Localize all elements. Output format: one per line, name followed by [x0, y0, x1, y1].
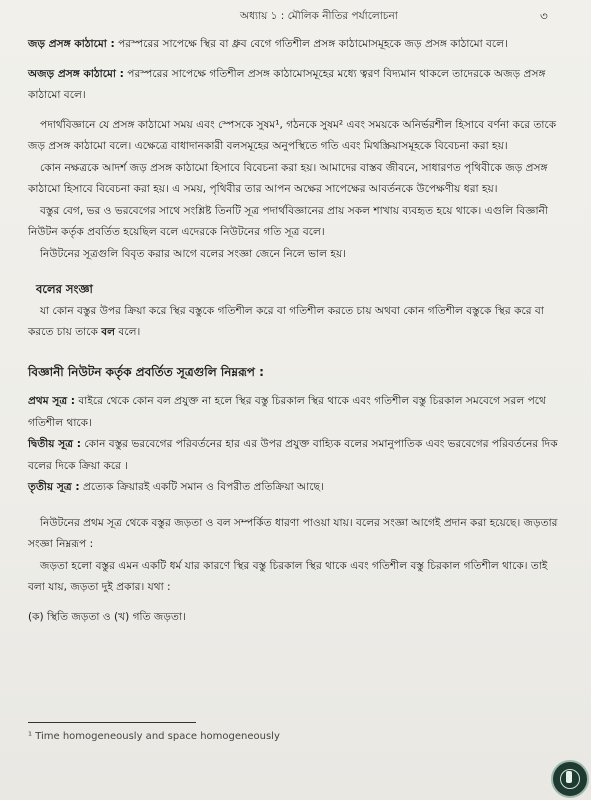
law-second	[28, 434, 558, 477]
term-inertial-frame: জড় প্রসঙ্গ কাঠামো :	[28, 38, 115, 50]
heading-newton-laws: বিজ্ঞানী নিউটন কর্তৃক প্রবর্তিত সূত্রগুলি নিম্নরূপ :	[28, 364, 264, 379]
law-second-label: দ্বিতীয় সূত্র :	[28, 438, 81, 450]
paragraph-inertia-definition: জড়তা হলো বস্তুর এমন একটি ধর্ম যার কারণে স্থির বস্তু চিরকাল স্থির থাকে এবং গতিশীল বস্তু চিরকাল গতিশীল থাকে। তাই বলা যায়, জড়তা দুই প্রকার। যথা :	[28, 559, 548, 593]
running-head: অধ্যায় ১ : মৌলিক নীতির পর্যালোচনা	[240, 10, 398, 22]
term-noninertial-frame: অজড় প্রসঙ্গ কাঠামো :	[28, 67, 124, 80]
law-first-text: বাইরে থেকে কোন বল প্রযুক্ত না হলে স্থির বস্তু চিরকাল স্থির থাকে এবং গতিশীল বস্তু চিরকাল সমবেগে সরল পথে গতিশীল থাকে।	[28, 395, 546, 429]
inertia-types: (ক) স্থিতি জড়তা ও (খ) গতি জড়তা।	[28, 610, 186, 623]
paragraph-inertia-intro: নিউটনের প্রথম সূত্র থেকে বস্তুর জড়তা ও বল সম্পর্কিত ধারণা পাওয়া যায়। বলের সংজ্ঞা আগেই প্রদান করা হয়েছে। জড়তার সংজ্ঞা নিম্নরূপ :	[28, 516, 558, 550]
paragraph-inertial-frame	[28, 34, 558, 56]
law-first-label: প্রথম সূত্র :	[28, 395, 76, 407]
law-third-label: তৃতীয় সূত্র :	[28, 481, 80, 493]
law-first	[28, 391, 558, 434]
page-number: ৩	[540, 9, 548, 23]
paragraph-noninertial-frame	[28, 64, 558, 107]
paragraph-force-definition: যা কোন বস্তুর উপর ক্রিয়া করে স্থির বস্তুকে গতিশীল করে বা গতিশীল করতে চায় অথবা কোন গতিশীল বস্তুকে স্থির করে বা করতে চায় তাকে বল বলে।	[28, 304, 544, 338]
definition-inertial-frame: পরস্পরের সাপেক্ষে স্থির বা ধ্রুব বেগে গতিশীল প্রসঙ্গ কাঠামোসমূহকে জড় প্রসঙ্গ কাঠামো বলে।	[114, 38, 508, 50]
page-header	[0, 6, 591, 28]
paragraph-physics-frame: পদার্থবিজ্ঞানে যে প্রসঙ্গ কাঠামো সময় এবং স্পেসকে সুষম¹, গঠনকে সুষম² এবং সময়কে অনির্ভরশীল হিসাবে বর্ণনা করে তাকে জড় প্রসঙ্গ কাঠামো বলে। এক্ষেত্রে বাধাদানকারী বলসমূহের অনুপস্থিতে গতি এবং মিথস্ক্রিয়াসমূহকে বিবেচনা করা হয়।	[28, 118, 557, 152]
law-third	[28, 477, 558, 499]
paragraph-ideal-frame: কোন নক্ষত্রকে আদর্শ জড় প্রসঙ্গ কাঠামো হিসাবে বিবেচনা করা হয়। আমাদের বাস্তব জীবনে, সাধারণত পৃথিবীকে জড় প্রসঙ্গ কাঠামো হিসাবে বিবেচনা করা হয়। এ সময়, পৃথিবীর তার আপন অক্ষের সাপেক্ষের আবর্তনকে উপেক্ষণীয় ধরা হয়।	[28, 161, 548, 195]
footnote: ¹ Time homogeneously and space homogeneously	[28, 731, 280, 742]
definition-noninertial-frame: পরস্পরের সাপেক্ষে গতিশীল প্রসঙ্গ কাঠামোসমূহের মধ্যে ত্বরণ বিদ্যমান থাকলে তাদেরকে অজড় প্রসঙ্গ কাঠামো বলে।	[28, 67, 546, 101]
law-second-text: কোন বস্তুর ভরবেগের পরিবর্তনের হার এর উপর প্রযুক্ত বাহ্যিক বলের সমানুপাতিক এবং ভরবেগের পরিবর্তনের দিক বলের দিকে ক্রিয়া করে ।	[28, 438, 558, 472]
heading-force-definition: বলের সংজ্ঞা	[36, 282, 93, 296]
paragraph-newton-intro: বস্তুর বেগ, ভর ও ভরবেগের সাথে সংশ্লিষ্ট তিনটি সূত্র পদার্থবিজ্ঞানের প্রায় সকল শাখায় ব্যবহৃত হয়ে থাকে। এগুলি বিজ্ঞানী নিউটন কর্তৃক প্রবর্তিত হয়েছিল বলে এদেরকে নিউটনের গতি সূত্র বলে।	[28, 204, 548, 238]
term-force: বল	[101, 326, 116, 338]
footnote-divider	[28, 722, 196, 723]
paragraph-before-laws: নিউটনের সূত্রগুলি বিবৃত করার আগে বলের সংজ্ঞা জেনে নিলে ভাল হয়।	[40, 247, 346, 260]
page-content	[28, 34, 558, 628]
app-logo-icon[interactable]	[551, 760, 589, 798]
law-third-text: প্রত্যেক ক্রিয়ারই একটি সমান ও বিপরীত প্রতিক্রিয়া আছে।	[79, 481, 324, 493]
